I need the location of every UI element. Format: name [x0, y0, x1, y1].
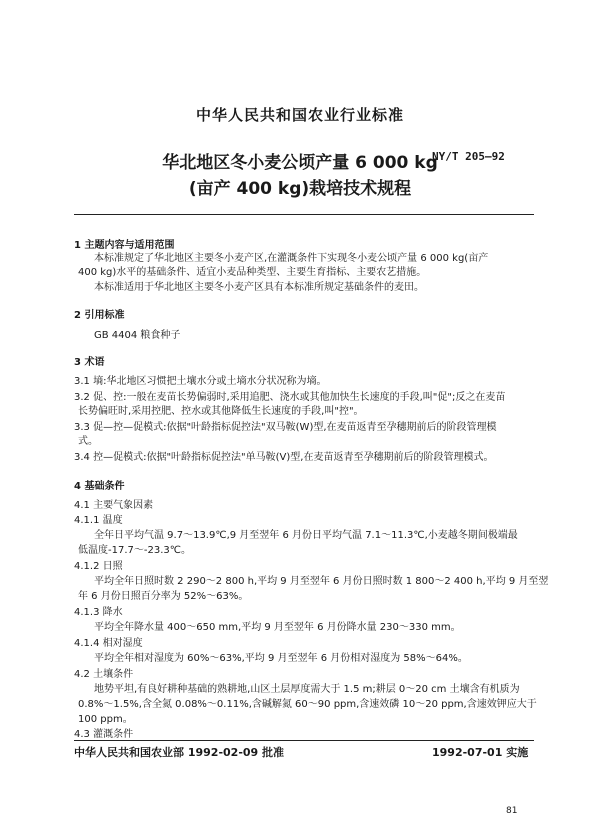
section-2-heading: 2 引用标准: [74, 310, 125, 321]
subsection-4-3: 4.3 灌溉条件: [74, 729, 134, 740]
term-3-3a: 3.3 促—控—促模式:依据"叶龄指标促控法"双马鞍(W)型,在麦苗返青至孕穗期前后的阶段管理模: [74, 422, 497, 433]
standard-code: NY/T 205—92: [432, 150, 505, 163]
header-divider: [74, 214, 534, 215]
footer-divider: [74, 740, 534, 741]
temperature-line-a: 全年日平均气温 9.7～13.9℃,9 月至翌年 6 月份日平均气温 7.1～11.3℃,小麦越冬期间极端最: [94, 530, 518, 541]
s1-paragraph-2: 本标准适用于华北地区主要冬小麦产区具有本标准所规定基础条件的麦田。: [94, 282, 424, 293]
subsection-4-1-3: 4.1.3 降水: [74, 607, 123, 618]
subsection-4-1-2: 4.1.2 日照: [74, 561, 123, 572]
humidity-line: 平均全年相对湿度为 60%～63%,平均 9 月至翌年 6 月份相对湿度为 58%～64%。: [94, 653, 468, 664]
sunshine-line-b: 年 6 月份日照百分率为 52%～63%。: [78, 591, 249, 602]
subsection-4-1-4: 4.1.4 相对湿度: [74, 638, 143, 649]
temperature-line-b: 低温度-17.7～-23.3℃。: [78, 545, 191, 556]
s1-paragraph-1b: 400 kg)水平的基础条件、适宜小麦品种类型、主要生育指标、主要农艺措施。: [78, 267, 427, 278]
approval-line: 中华人民共和国农业部 1992-02-09 批准: [74, 746, 285, 759]
reference-gb4404: GB 4404 粮食种子: [94, 330, 181, 341]
soil-line-b: 0.8%～1.5%,含全氮 0.08%～0.11%,含碱解氮 60～90 ppm,含速效磷 10～20 ppm,含速效钾应大于: [78, 699, 537, 710]
section-1-heading: 1 主题内容与适用范围: [74, 240, 175, 251]
precipitation-line: 平均全年降水量 400～650 mm,平均 9 月至翌年 6 月份降水量 230～330 mm。: [94, 622, 461, 633]
subsection-4-1-1: 4.1.1 温度: [74, 515, 123, 526]
issuing-agency: 中华人民共和国农业行业标准: [195, 106, 404, 124]
term-3-2b: 长势偏旺时,采用控肥、控水或其他降低生长速度的手段,叫"控"。: [78, 406, 364, 417]
term-3-2a: 3.2 促、控:一般在麦苗长势偏弱时,采用追肥、浇水或其他加快生长速度的手段,叫"促";反之在麦苗: [74, 392, 506, 403]
title-line-2: (亩产 400 kg)栽培技术规程: [188, 179, 412, 199]
soil-line-c: 100 ppm。: [78, 714, 133, 725]
term-3-4: 3.4 控—促模式:依据"叶龄指标促控法"单马鞍(V)型,在麦苗返青至孕穗期前后的阶段管理模式。: [74, 452, 494, 463]
sunshine-line-a: 平均全年日照时数 2 290～2 800 h,平均 9 月至翌年 6 月份日照时数 1 800～2 400 h,平均 9 月至翌: [94, 576, 549, 587]
section-3-heading: 3 术语: [74, 357, 105, 368]
effective-date: 1992-07-01 实施: [432, 746, 529, 759]
s1-paragraph-1a: 本标准规定了华北地区主要冬小麦产区,在灌溉条件下实现冬小麦公顷产量 6 000 kg(亩产: [94, 253, 489, 264]
soil-line-a: 地势平坦,有良好耕种基础的熟耕地,山区土层厚度需大于 1.5 m;耕层 0～20 cm 土壤含有机质为: [94, 684, 520, 695]
subsection-4-2: 4.2 土壤条件: [74, 669, 134, 680]
term-3-1: 3.1 墒:华北地区习惯把土壤水分或土墒水分状况称为墒。: [74, 376, 327, 387]
page-number: 81: [506, 806, 518, 816]
subsection-4-1: 4.1 主要气象因素: [74, 500, 154, 511]
section-4-heading: 4 基础条件: [74, 481, 125, 492]
title-line-1: 华北地区冬小麦公顷产量 6 000 kg: [162, 153, 438, 173]
term-3-3b: 式。: [78, 436, 98, 447]
